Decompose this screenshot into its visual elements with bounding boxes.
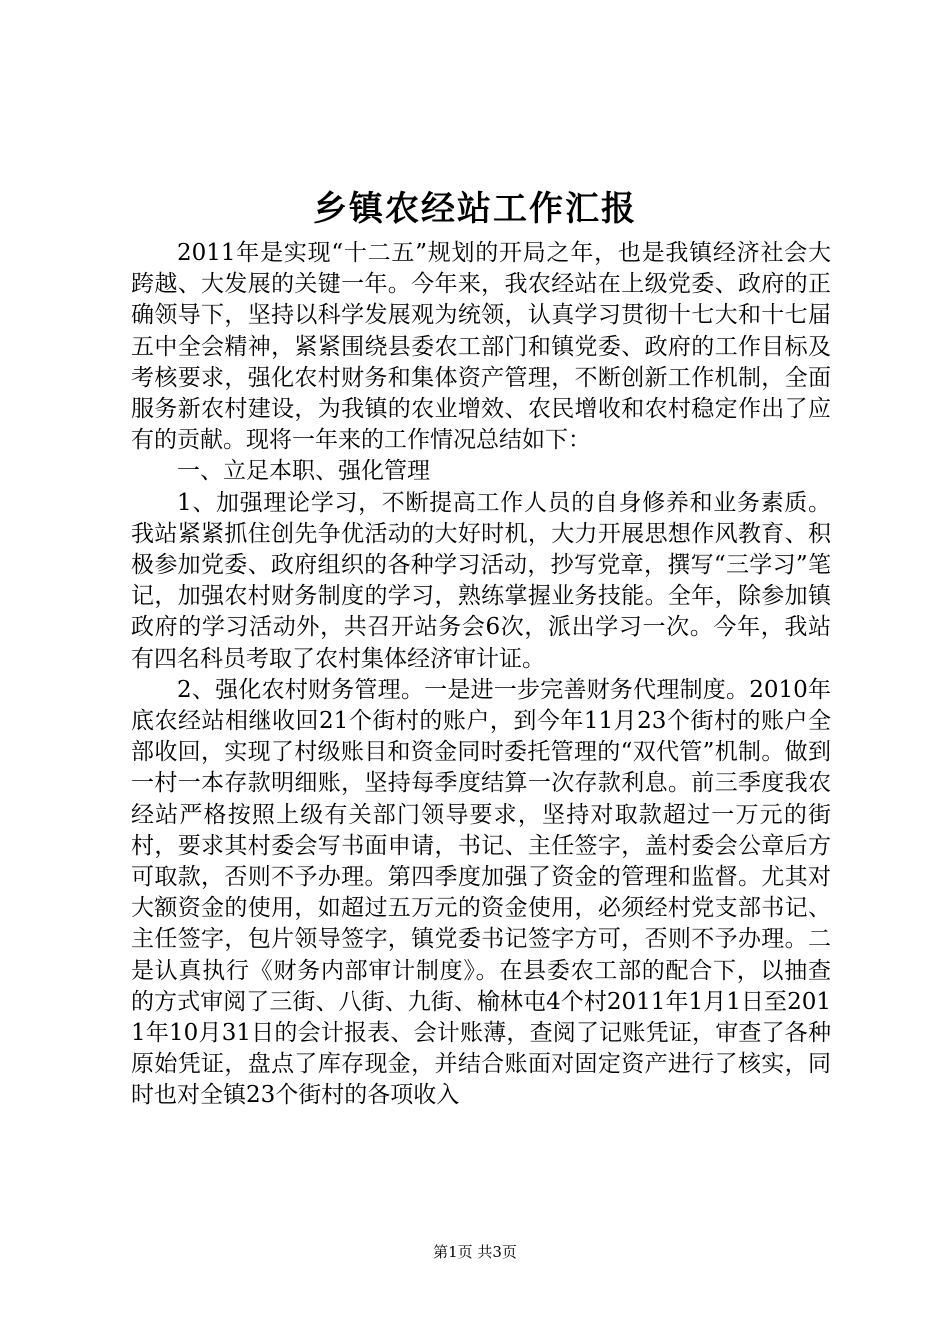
item-1-paragraph: 1、加强理论学习，不断提高工作人员的自身修养和业务素质。我站紧紧抓住创先争优活动的大好时机，大力开展思想作风教育、积极参加党委、政府组织的各种学习活动，抄写党章，撰写“三学习”笔记，加强农村财务制度的学习，熟练掌握业务技能。全年，除参加镇政府的学习活动外，共召开站务会6次，派出学习一次。今年，我站有四名科员考取了农村集体经济审计证。: [131, 489, 831, 672]
document-title: 乡镇农经站工作汇报: [313, 189, 637, 229]
page-number-footer: 第1页 共3页: [433, 1243, 517, 1261]
section-heading: 一、立足本职、强化管理: [177, 458, 430, 485]
document-body: [131, 238, 831, 1112]
item-2-paragraph: 2、强化农村财务管理。一是进一步完善财务代理制度。2010年底农经站相继收回21个街村的账户，到今年11月23个街村的账户全部收回，实现了村级账目和资金同时委托管理的“双代管”机制。做到一村一本存款明细账，坚持每季度结算一次存款利息。前三季度我农经站严格按照上级有关部门领导要求，坚持对取款超过一万元的街村，要求其村委会写书面申请，书记、主任签字，盖村委会公章后方可取款，否则不予办理。第四季度加强了资金的管理和监督。尤其对大额资金的使用，如超过五万元的资金使用，必须经村党支部书记、主任签字，包片领导签字，镇党委书记签字方可，否则不予办理。二是认真执行《财务内部审计制度》。在县委农工部的配合下，以抽查的方式审阅了三街、八街、九街、榆林屯4个村2011年1月1日至2011年10月31日的会计报表、会计账薄，查阅了记账凭证，审查了各种原始凭证，盘点了库存现金，并结合账面对固定资产进行了核实，同时也对全镇23个街村的各项收入: [131, 676, 831, 1109]
intro-paragraph: 2011年是实现“十二五”规划的开局之年，也是我镇经济社会大跨越、大发展的关键一年。今年来，我农经站在上级党委、政府的正确领导下，坚持以科学发展观为统领，认真学习贯彻十七大和十七届五中全会精神，紧紧围绕县委农工部门和镇党委、政府的工作目标及考核要求，强化农村财务和集体资产管理，不断创新工作机制，全面服务新农村建设，为我镇的农业增效、农民增收和农村稳定作出了应有的贡献。现将一年来的工作情况总结如下：: [131, 240, 831, 454]
